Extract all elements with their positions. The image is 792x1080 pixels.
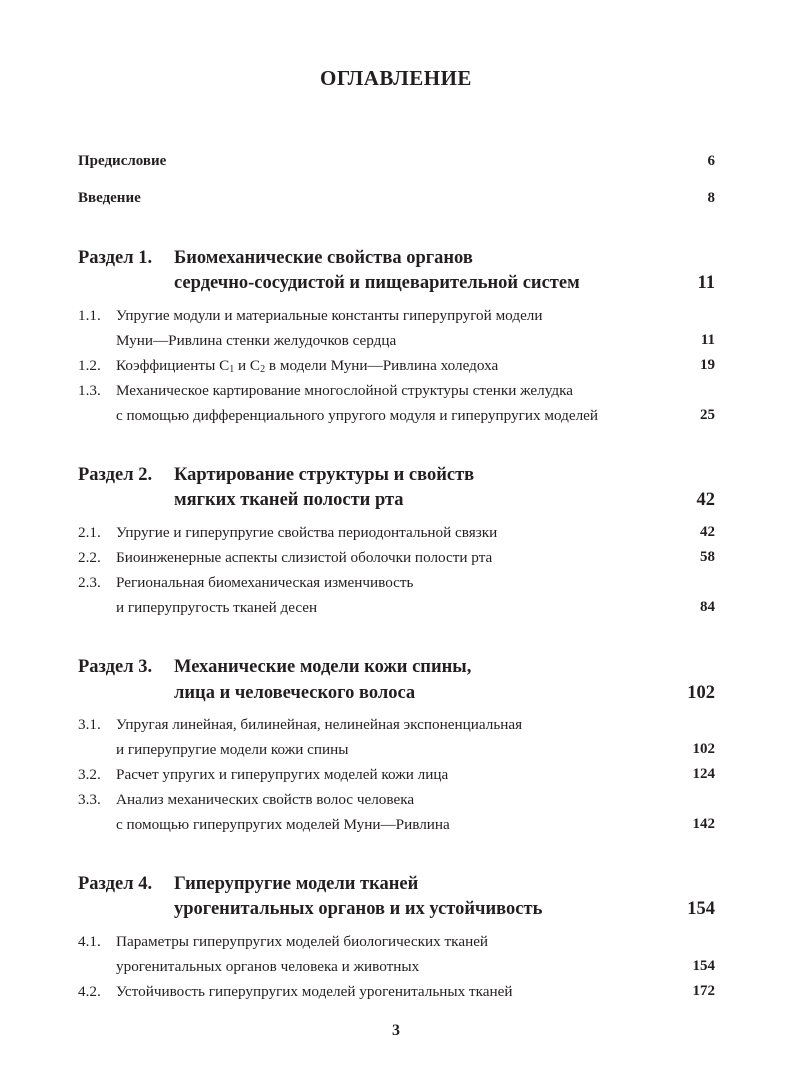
section-1-title-line-2[interactable]: сердечно-сосудистой и пищеварительной систем	[174, 273, 580, 293]
page-title: ОГЛАВЛЕНИЕ	[320, 66, 472, 90]
item-1-2-text-a: Коэффициенты C	[116, 357, 230, 374]
item-4-2-title[interactable]: Устойчивость гиперупругих моделей урогенитальных тканей	[116, 983, 513, 1000]
item-1-2-text-b: и C	[234, 357, 261, 374]
item-1-3-page: 25	[700, 407, 715, 423]
item-1-1-line-1[interactable]: Упругие модули и материальные константы гиперупругой модели	[116, 307, 543, 324]
section-4-label[interactable]: Раздел 4.	[78, 874, 153, 894]
section-1-title-line-1[interactable]: Биомеханические свойства органов	[174, 248, 473, 268]
section-2-page: 42	[696, 490, 715, 510]
item-4-2-page: 172	[692, 983, 715, 999]
item-2-3-line-1[interactable]: Региональная биомеханическая изменчивость	[116, 574, 414, 591]
item-1-1-number: 1.1.	[78, 307, 101, 324]
item-1-2-sub-a: 1	[229, 364, 235, 375]
item-4-1-page: 154	[692, 958, 715, 974]
item-3-1-page: 102	[692, 741, 715, 757]
item-4-1-line-2[interactable]: урогенитальных органов человека и животных	[116, 958, 420, 975]
item-3-1-line-2[interactable]: и гиперупругие модели кожи спины	[116, 741, 349, 758]
item-3-3-line-1[interactable]: Анализ механических свойств волос человека	[116, 791, 415, 808]
section-4-title-line-1[interactable]: Гиперупругие модели тканей	[174, 874, 419, 894]
item-1-1-page: 11	[700, 332, 715, 348]
toc-page-preface: 6	[707, 153, 715, 169]
item-4-1-number: 4.1.	[78, 933, 101, 950]
item-1-3-number: 1.3.	[78, 382, 101, 399]
item-1-1-line-2[interactable]: Муни—Ривлина стенки желудочков сердца	[116, 332, 397, 349]
item-2-1-title[interactable]: Упругие и гиперупругие свойства периодонтальной связки	[116, 524, 498, 541]
item-2-3-line-2[interactable]: и гиперупругость тканей десен	[116, 599, 318, 616]
item-2-2-number: 2.2.	[78, 549, 101, 566]
item-1-3-line-2[interactable]: с помощью дифференциального упругого модуля и гиперупругих моделей	[116, 407, 599, 424]
item-2-3-number: 2.3.	[78, 574, 101, 591]
item-2-3-page: 84	[700, 599, 715, 615]
toc-page-introduction: 8	[707, 190, 715, 206]
item-1-2-sub-b: 2	[260, 364, 266, 375]
section-4-title-line-2[interactable]: урогенитальных органов и их устойчивость	[174, 899, 543, 919]
section-2-label[interactable]: Раздел 2.	[78, 465, 153, 485]
item-3-3-line-2[interactable]: с помощью гиперупругих моделей Муни—Ривлина	[116, 816, 450, 833]
item-2-2-page: 58	[700, 549, 715, 565]
section-3-title-line-2[interactable]: лица и человеческого волоса	[174, 683, 416, 703]
item-2-1-page: 42	[700, 524, 715, 540]
section-1-page: 11	[697, 273, 715, 293]
section-3-page: 102	[687, 683, 715, 703]
section-2-title-line-2[interactable]: мягких тканей полости рта	[174, 490, 404, 510]
item-3-2-page: 124	[692, 766, 715, 782]
item-3-2-number: 3.2.	[78, 766, 101, 783]
item-2-1-number: 2.1.	[78, 524, 101, 541]
item-4-1-line-1[interactable]: Параметры гиперупругих моделей биологических тканей	[116, 933, 489, 950]
item-1-3-line-1[interactable]: Механическое картирование многослойной структуры стенки желудка	[116, 382, 574, 399]
item-3-3-page: 142	[692, 816, 715, 832]
item-1-2-title[interactable]	[116, 357, 498, 375]
item-3-1-number: 3.1.	[78, 716, 101, 733]
item-1-2-number: 1.2.	[78, 357, 101, 374]
toc-entry-introduction[interactable]: Введение	[78, 190, 141, 206]
item-3-1-line-1[interactable]: Упругая линейная, билинейная, нелинейная экспоненциальная	[116, 716, 523, 733]
item-4-2-number: 4.2.	[78, 983, 101, 1000]
item-3-2-title[interactable]: Расчет упругих и гиперупругих моделей кожи лица	[116, 766, 449, 783]
item-1-2-text-c: в модели Муни—Ривлина холедоха	[265, 357, 499, 374]
toc-entry-preface[interactable]: Предисловие	[78, 153, 167, 169]
section-3-title-line-1[interactable]: Механические модели кожи спины,	[174, 657, 472, 677]
section-4-page: 154	[687, 899, 715, 919]
section-3-label[interactable]: Раздел 3.	[78, 657, 153, 677]
section-1-label[interactable]: Раздел 1.	[78, 248, 153, 268]
item-1-2-page: 19	[700, 357, 715, 373]
item-2-2-title[interactable]: Биоинженерные аспекты слизистой оболочки полости рта	[116, 549, 493, 566]
item-3-3-number: 3.3.	[78, 791, 101, 808]
page-number: 3	[392, 1022, 400, 1039]
section-2-title-line-1[interactable]: Картирование структуры и свойств	[174, 465, 475, 485]
